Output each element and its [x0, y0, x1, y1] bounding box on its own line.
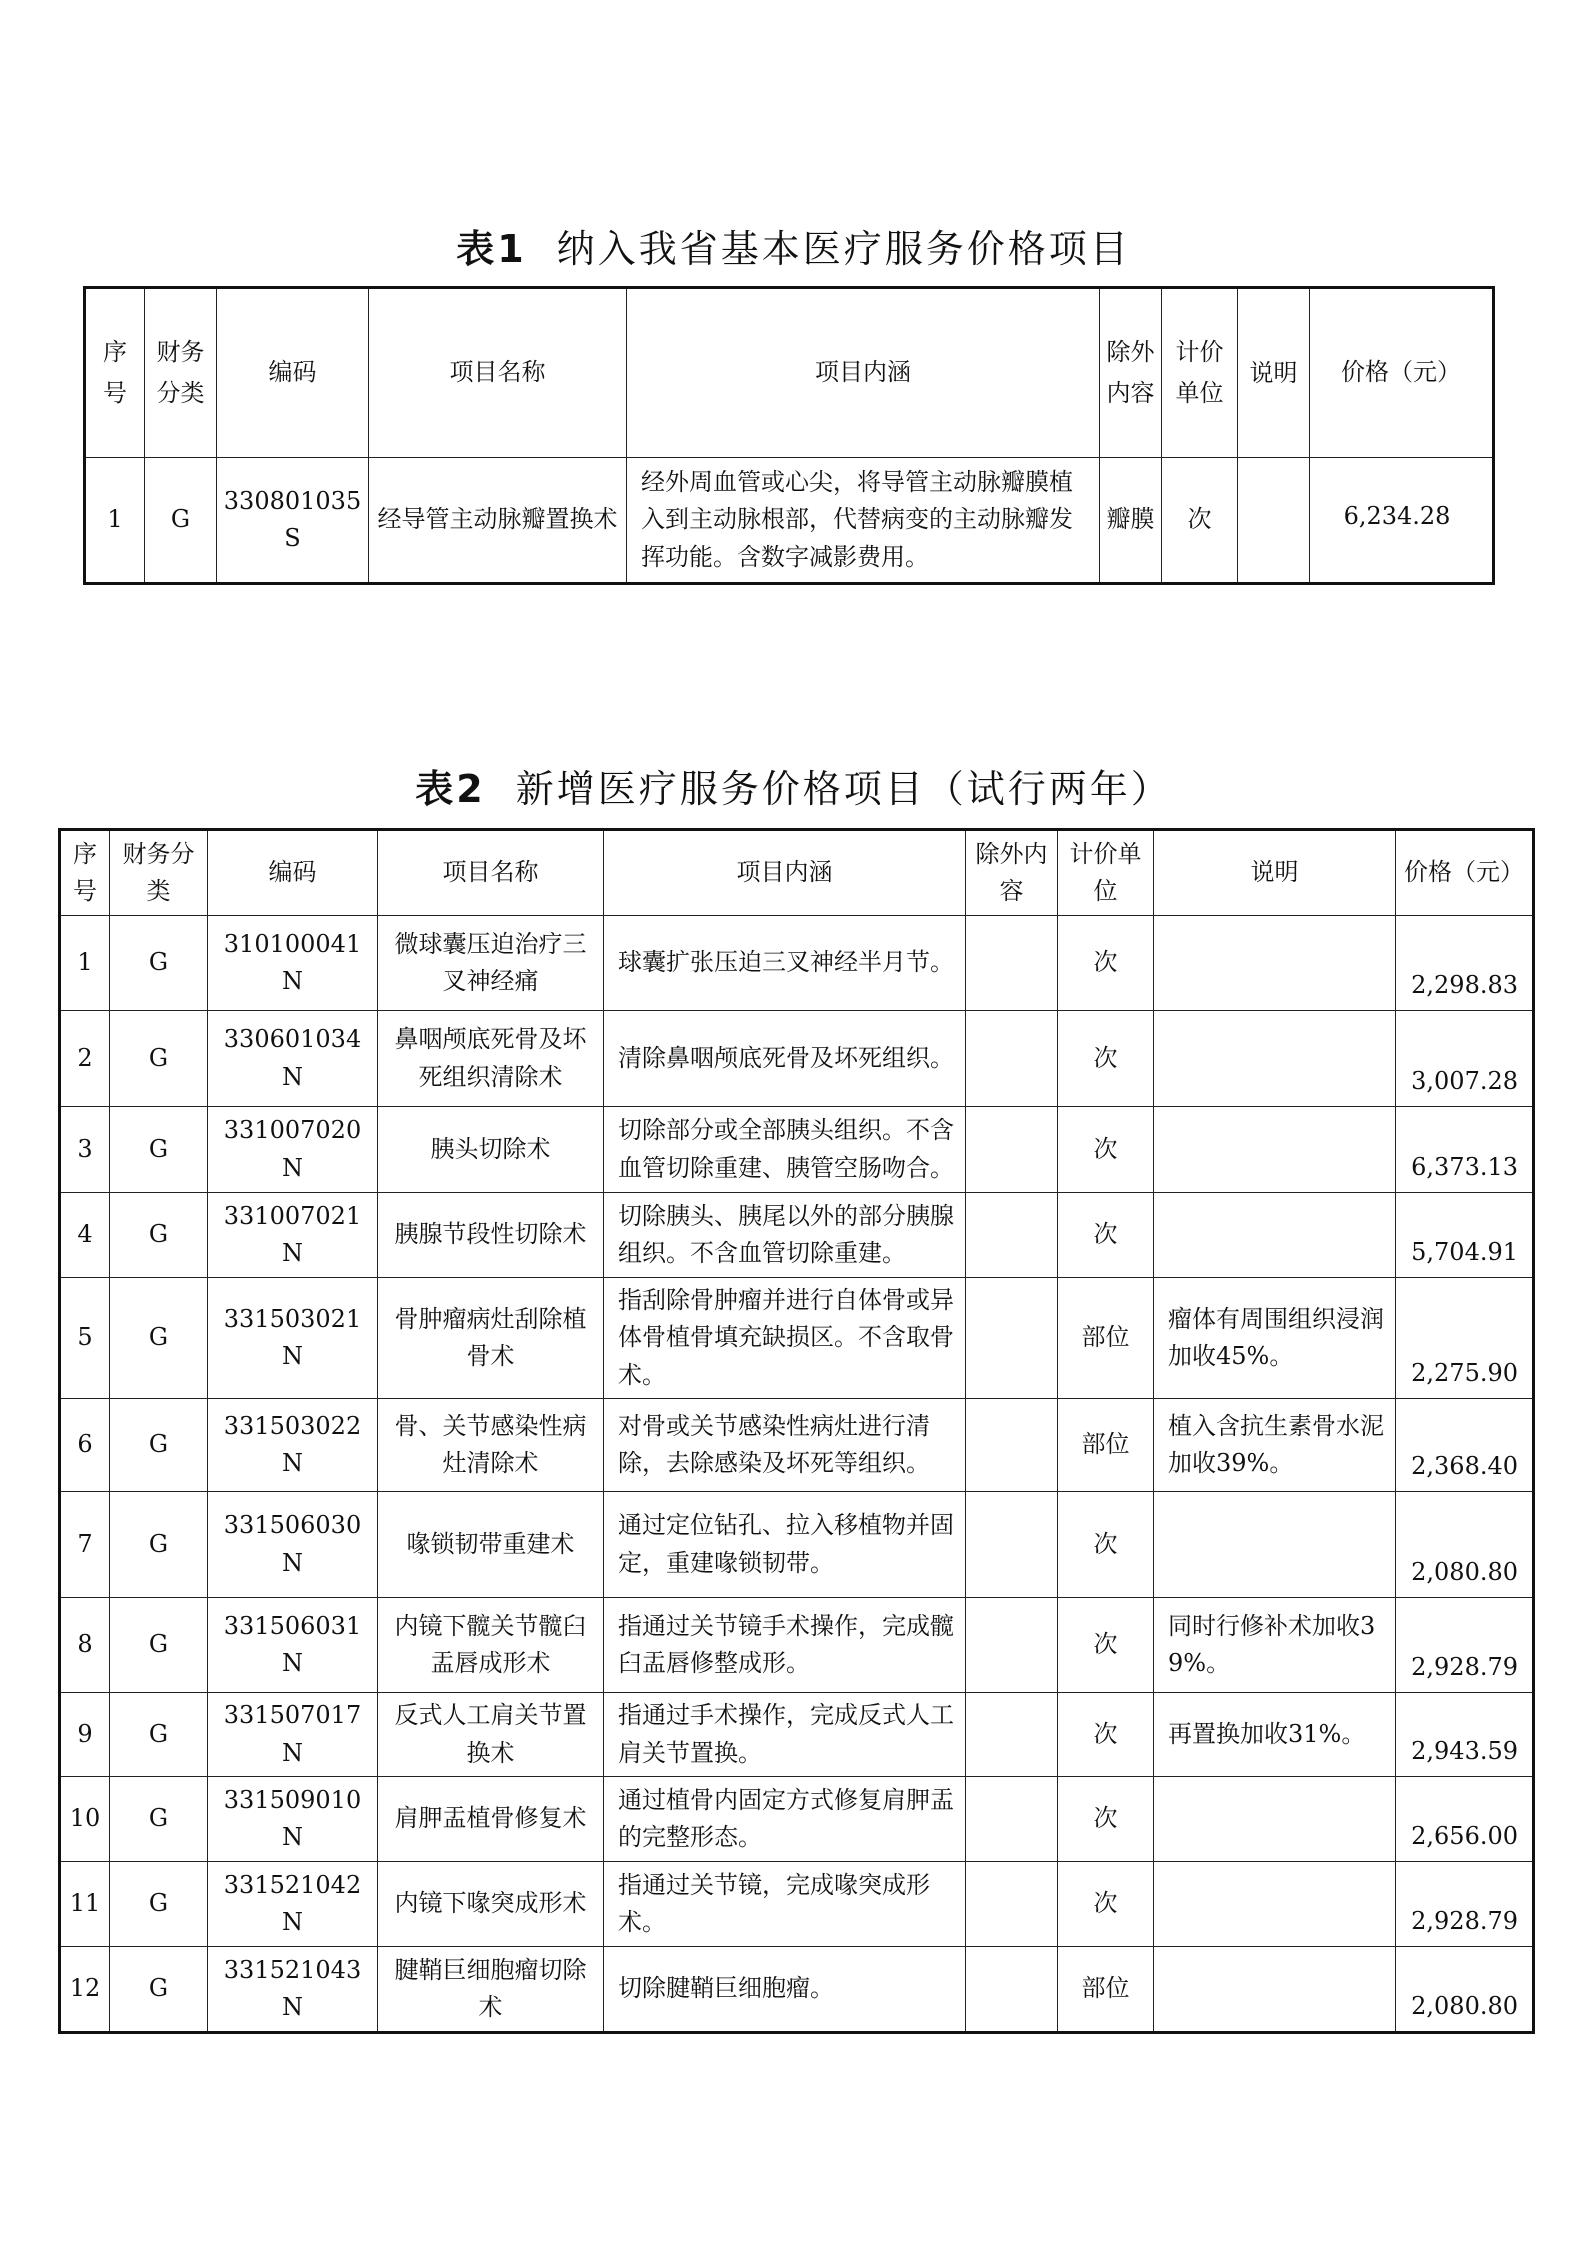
table-row — [60, 916, 1534, 1011]
cell-category: G — [110, 916, 208, 1011]
cell-content: 指通过手术操作，完成反式人工肩关节置换。 — [604, 1693, 966, 1777]
table-row — [60, 1492, 1534, 1598]
header-price: 价格（元） — [1310, 288, 1494, 458]
cell-note: 再置换加收31%。 — [1154, 1693, 1396, 1777]
cell-code: 310100041N — [208, 916, 378, 1011]
cell-seq: 2 — [60, 1011, 110, 1107]
cell-unit: 部位 — [1058, 1399, 1154, 1492]
cell-unit: 次 — [1058, 1492, 1154, 1598]
cell-name: 反式人工肩关节置换术 — [378, 1693, 604, 1777]
cell-code: 331509010N — [208, 1777, 378, 1862]
cell-price: 6,373.13 — [1396, 1107, 1534, 1193]
table-row — [60, 1193, 1534, 1278]
header-except: 除外内容 — [1100, 288, 1162, 458]
cell-note — [1154, 1777, 1396, 1862]
table-row — [60, 1598, 1534, 1693]
table-row — [60, 1107, 1534, 1193]
cell-category: G — [110, 1947, 208, 2033]
cell-price: 2,080.80 — [1396, 1492, 1534, 1598]
cell-name: 骨、关节感染性病灶清除术 — [378, 1399, 604, 1492]
cell-except — [966, 1693, 1058, 1777]
cell-price: 2,298.83 — [1396, 916, 1534, 1011]
cell-unit: 次 — [1058, 1862, 1154, 1947]
cell-name: 经导管主动脉瓣置换术 — [369, 458, 627, 584]
header-seq: 序号 — [60, 830, 110, 916]
cell-note — [1238, 458, 1310, 584]
cell-name: 腱鞘巨细胞瘤切除术 — [378, 1947, 604, 2033]
cell-code: 331507017N — [208, 1693, 378, 1777]
cell-seq: 12 — [60, 1947, 110, 2033]
table-row — [60, 1777, 1534, 1862]
table1-title-text: 纳入我省基本医疗服务价格项目 — [556, 227, 1131, 271]
header-content: 项目内涵 — [604, 830, 966, 916]
cell-unit: 次 — [1058, 1193, 1154, 1278]
cell-code: 331506031N — [208, 1598, 378, 1693]
cell-unit: 次 — [1058, 1011, 1154, 1107]
cell-price: 2,928.79 — [1396, 1862, 1534, 1947]
table-row — [60, 1399, 1534, 1492]
cell-content: 球囊扩张压迫三叉神经半月节。 — [604, 916, 966, 1011]
cell-code: 330801035S — [217, 458, 369, 584]
cell-price: 2,656.00 — [1396, 1777, 1534, 1862]
cell-seq: 3 — [60, 1107, 110, 1193]
table1-title — [0, 218, 1587, 273]
cell-except: 瓣膜 — [1100, 458, 1162, 584]
cell-seq: 8 — [60, 1598, 110, 1693]
cell-except — [966, 1011, 1058, 1107]
cell-category: G — [110, 1107, 208, 1193]
cell-price: 2,928.79 — [1396, 1598, 1534, 1693]
cell-price: 2,943.59 — [1396, 1693, 1534, 1777]
cell-except — [966, 1777, 1058, 1862]
table2-label: 表2 — [415, 767, 486, 811]
cell-content: 切除胰头、胰尾以外的部分胰腺组织。不含血管切除重建。 — [604, 1193, 966, 1278]
cell-name: 胰腺节段性切除术 — [378, 1193, 604, 1278]
cell-seq: 9 — [60, 1693, 110, 1777]
table-row — [60, 1862, 1534, 1947]
cell-category: G — [110, 1492, 208, 1598]
cell-unit: 次 — [1058, 1107, 1154, 1193]
cell-price: 2,368.40 — [1396, 1399, 1534, 1492]
table2-title-text: 新增医疗服务价格项目（试行两年） — [515, 767, 1172, 811]
cell-name: 鼻咽颅底死骨及坏死组织清除术 — [378, 1011, 604, 1107]
cell-code: 331007021N — [208, 1193, 378, 1278]
header-note: 说明 — [1154, 830, 1396, 916]
cell-price: 6,234.28 — [1310, 458, 1494, 584]
header-category: 财务分类 — [145, 288, 217, 458]
cell-except — [966, 1598, 1058, 1693]
cell-note — [1154, 1011, 1396, 1107]
table-row — [60, 1011, 1534, 1107]
table1-header-row — [85, 288, 1494, 458]
cell-name: 微球囊压迫治疗三叉神经痛 — [378, 916, 604, 1011]
cell-except — [966, 1107, 1058, 1193]
cell-code: 331503021N — [208, 1278, 378, 1399]
cell-name: 喙锁韧带重建术 — [378, 1492, 604, 1598]
table2-body — [60, 916, 1534, 2033]
cell-seq: 5 — [60, 1278, 110, 1399]
header-code: 编码 — [208, 830, 378, 916]
cell-note: 瘤体有周围组织浸润加收45%。 — [1154, 1278, 1396, 1399]
header-code: 编码 — [217, 288, 369, 458]
cell-category: G — [110, 1193, 208, 1278]
header-name: 项目名称 — [378, 830, 604, 916]
cell-category: G — [110, 1777, 208, 1862]
table-row — [60, 1278, 1534, 1399]
cell-content: 切除腱鞘巨细胞瘤。 — [604, 1947, 966, 2033]
table1-body — [85, 458, 1494, 584]
cell-price: 2,275.90 — [1396, 1278, 1534, 1399]
cell-category: G — [110, 1399, 208, 1492]
cell-code: 331503022N — [208, 1399, 378, 1492]
cell-seq: 7 — [60, 1492, 110, 1598]
cell-except — [966, 1278, 1058, 1399]
cell-category: G — [110, 1278, 208, 1399]
cell-category: G — [145, 458, 217, 584]
cell-content: 指通过关节镜，完成喙突成形术。 — [604, 1862, 966, 1947]
cell-content: 指刮除骨肿瘤并进行自体骨或异体骨植骨填充缺损区。不含取骨术。 — [604, 1278, 966, 1399]
cell-seq: 6 — [60, 1399, 110, 1492]
table1 — [83, 286, 1495, 585]
header-category: 财务分类 — [110, 830, 208, 916]
cell-note — [1154, 1492, 1396, 1598]
cell-except — [966, 1193, 1058, 1278]
cell-unit: 部位 — [1058, 1278, 1154, 1399]
table2-title — [0, 758, 1587, 813]
cell-note — [1154, 916, 1396, 1011]
cell-note — [1154, 1947, 1396, 2033]
cell-content: 对骨或关节感染性病灶进行清除，去除感染及坏死等组织。 — [604, 1399, 966, 1492]
cell-category: G — [110, 1693, 208, 1777]
cell-price: 3,007.28 — [1396, 1011, 1534, 1107]
cell-unit: 次 — [1162, 458, 1238, 584]
cell-except — [966, 1492, 1058, 1598]
header-content: 项目内涵 — [627, 288, 1100, 458]
cell-name: 胰头切除术 — [378, 1107, 604, 1193]
cell-note: 植入含抗生素骨水泥加收39%。 — [1154, 1399, 1396, 1492]
cell-unit: 次 — [1058, 1777, 1154, 1862]
cell-note — [1154, 1862, 1396, 1947]
table-row — [60, 1947, 1534, 2033]
cell-note — [1154, 1107, 1396, 1193]
cell-code: 331007020N — [208, 1107, 378, 1193]
cell-name: 内镜下髋关节髋臼盂唇成形术 — [378, 1598, 604, 1693]
table-row — [60, 1693, 1534, 1777]
header-name: 项目名称 — [369, 288, 627, 458]
header-seq: 序号 — [85, 288, 145, 458]
cell-seq: 1 — [60, 916, 110, 1011]
header-except: 除外内容 — [966, 830, 1058, 916]
cell-seq: 11 — [60, 1862, 110, 1947]
header-unit: 计价单位 — [1162, 288, 1238, 458]
header-note: 说明 — [1238, 288, 1310, 458]
table-row — [85, 458, 1494, 584]
cell-code: 331521043N — [208, 1947, 378, 2033]
cell-content: 通过植骨内固定方式修复肩胛盂的完整形态。 — [604, 1777, 966, 1862]
cell-code: 331521042N — [208, 1862, 378, 1947]
cell-seq: 10 — [60, 1777, 110, 1862]
cell-unit: 部位 — [1058, 1947, 1154, 2033]
cell-except — [966, 916, 1058, 1011]
cell-unit: 次 — [1058, 916, 1154, 1011]
cell-code: 331506030N — [208, 1492, 378, 1598]
cell-content: 经外周血管或心尖，将导管主动脉瓣膜植入到主动脉根部，代替病变的主动脉瓣发挥功能。含数字减影费用。 — [627, 458, 1100, 584]
cell-except — [966, 1862, 1058, 1947]
cell-category: G — [110, 1862, 208, 1947]
cell-except — [966, 1399, 1058, 1492]
cell-name: 骨肿瘤病灶刮除植骨术 — [378, 1278, 604, 1399]
cell-category: G — [110, 1011, 208, 1107]
cell-note — [1154, 1193, 1396, 1278]
header-unit: 计价单位 — [1058, 830, 1154, 916]
cell-unit: 次 — [1058, 1693, 1154, 1777]
cell-code: 330601034N — [208, 1011, 378, 1107]
header-price: 价格（元） — [1396, 830, 1534, 916]
cell-except — [966, 1947, 1058, 2033]
table1-label: 表1 — [456, 227, 527, 271]
cell-content: 通过定位钻孔、拉入移植物并固定，重建喙锁韧带。 — [604, 1492, 966, 1598]
cell-seq: 1 — [85, 458, 145, 584]
cell-content: 指通过关节镜手术操作，完成髋臼盂唇修整成形。 — [604, 1598, 966, 1693]
cell-unit: 次 — [1058, 1598, 1154, 1693]
cell-price: 5,704.91 — [1396, 1193, 1534, 1278]
cell-note: 同时行修补术加收39%。 — [1154, 1598, 1396, 1693]
table2 — [58, 828, 1535, 2034]
cell-name: 内镜下喙突成形术 — [378, 1862, 604, 1947]
cell-content: 清除鼻咽颅底死骨及坏死组织。 — [604, 1011, 966, 1107]
cell-seq: 4 — [60, 1193, 110, 1278]
table2-header-row — [60, 830, 1534, 916]
cell-content: 切除部分或全部胰头组织。不含血管切除重建、胰管空肠吻合。 — [604, 1107, 966, 1193]
cell-name: 肩胛盂植骨修复术 — [378, 1777, 604, 1862]
cell-price: 2,080.80 — [1396, 1947, 1534, 2033]
cell-category: G — [110, 1598, 208, 1693]
